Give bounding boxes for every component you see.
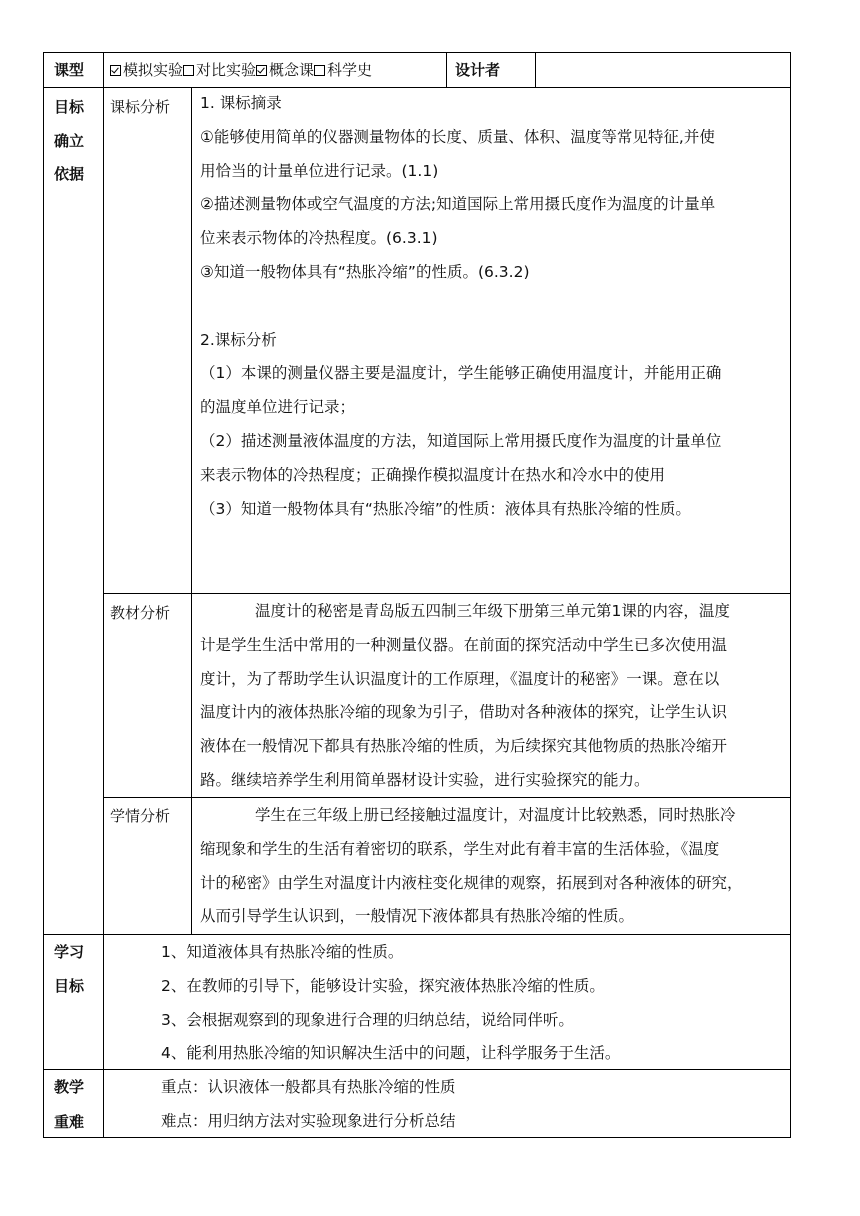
- textbook-analysis-content: [200, 595, 730, 798]
- rule-label-col: [103, 52, 104, 1138]
- checkbox-empty-icon: [314, 65, 325, 76]
- keypoints-label-1: 教学: [54, 1078, 85, 1096]
- keypoints-list: [161, 1071, 456, 1139]
- text-line: 温度计的秘密是青岛版五四制三年级下册第三单元第1课的内容，温度: [255, 602, 730, 620]
- text-line: 计是学生生活中常用的一种测量仪器。在前面的探究活动中学生已多次使用温: [200, 635, 728, 654]
- text-line: [200, 290, 721, 324]
- rule-standard-bottom: [103, 593, 790, 594]
- objective-item: 2、在教师的引导下，能够设计实验，探究液体热胀冷缩的性质。: [161, 976, 605, 995]
- key-point-item: 重点：认识液体一般都具有热胀冷缩的性质: [161, 1078, 456, 1096]
- rule-header-designer: [535, 52, 536, 88]
- text-line: 来表示物体的冷热程度；正确操作模拟温度计在热水和冷水中的使用: [200, 465, 666, 484]
- option-concept[interactable]: [256, 61, 314, 79]
- text-line: 计的秘密》由学生对温度计内液柱变化规律的观察，拓展到对各种液体的研究，: [200, 873, 743, 892]
- standard-analysis-label: 课标分析: [110, 98, 171, 116]
- basis-label-1: 目标: [54, 98, 85, 116]
- checkbox-empty-icon: [183, 65, 194, 76]
- option-label: 概念课: [269, 61, 315, 79]
- difficulty-item: 难点：用归纳方法对实验现象进行分析总结: [161, 1111, 456, 1130]
- checkbox-checked-icon: [110, 65, 121, 76]
- rule-top: [43, 52, 790, 53]
- basis-label-2: 确立: [54, 132, 85, 150]
- text-line: 1. 课标摘录: [200, 94, 282, 112]
- text-line: 2.课标分析: [200, 330, 277, 349]
- designer-label: 设计者: [455, 61, 501, 79]
- text-line: （1）本课的测量仪器主要是温度计，学生能够正确使用温度计，并能用正确: [200, 364, 722, 383]
- rule-header-mid: [446, 52, 447, 88]
- text-line: 从而引导学生认识到，一般情况下液体都具有热胀冷缩的性质。: [200, 907, 635, 926]
- text-line: ③知道一般物体具有“热胀冷缩”的性质。(6.3.2): [200, 262, 530, 281]
- text-line: 学生在三年级上册已经接触过温度计，对温度计比较熟悉，同时热胀冷: [255, 806, 736, 824]
- rule-right: [790, 52, 791, 1138]
- objectives-label-1: 学习: [54, 943, 85, 961]
- keypoints-label-2: 重难: [54, 1113, 85, 1131]
- text-line: 的温度单位进行记录；: [200, 398, 356, 417]
- text-line: ①能够使用简单的仪器测量物体的长度、质量、体积、温度等常见特征,并使: [200, 127, 715, 146]
- option-label: 对比实验: [196, 61, 257, 79]
- student-analysis-label: 学情分析: [110, 807, 171, 825]
- text-line: 位来表示物体的冷热程度。(6.3.1): [200, 229, 438, 248]
- basis-label-3: 依据: [54, 165, 85, 183]
- objectives-label-2: 目标: [54, 977, 85, 995]
- option-label: 模拟实验: [123, 61, 184, 79]
- text-line: 用恰当的计量单位进行记录。(1.1): [200, 161, 439, 180]
- option-history[interactable]: [314, 61, 372, 79]
- objectives-list: [161, 936, 620, 1071]
- text-line: 路。继续培养学生利用简单器材设计实验，进行实验探究的能力。: [200, 770, 650, 789]
- checkbox-checked-icon: [256, 65, 267, 76]
- rule-sublabel-col: [191, 87, 192, 935]
- text-line: （3）知道一般物体具有“热胀冷缩”的性质：液体具有热胀冷缩的性质。: [200, 499, 691, 518]
- text-line: 缩现象和学生的生活有着密切的联系，学生对此有着丰富的生活体验，《温度: [200, 839, 720, 858]
- objective-item: 1、知道液体具有热胀冷缩的性质。: [161, 943, 404, 961]
- text-line: 度计，为了帮助学生认识温度计的工作原理，《温度计的秘密》一课。意在以: [200, 669, 720, 688]
- option-label: 科学史: [327, 61, 373, 79]
- option-comparison[interactable]: [183, 61, 256, 79]
- text-line: （2）描述测量液体温度的方法，知道国际上常用摄氏度作为温度的计量单位: [200, 431, 722, 450]
- course-type-options: [110, 60, 372, 80]
- text-line: 液体在一般情况下都具有热胀冷缩的性质，为后续探究其他物质的热胀冷缩开: [200, 737, 728, 756]
- standard-analysis-content: [200, 87, 721, 526]
- text-line: ②描述测量物体或空气温度的方法;知道国际上常用摄氏度作为温度的计量单: [200, 195, 716, 214]
- option-simulation[interactable]: [110, 61, 183, 79]
- course-type-label: 课型: [54, 61, 85, 79]
- student-analysis-content: [200, 799, 743, 934]
- textbook-analysis-label: 教材分析: [110, 604, 171, 622]
- objective-item: 4、能利用热胀冷缩的知识解决生活中的问题，让科学服务于生活。: [161, 1044, 621, 1063]
- text-line: 温度计内的液体热胀冷缩的现象为引子，借助对各种液体的探究，让学生认识: [200, 703, 728, 722]
- rule-left: [43, 52, 44, 1138]
- objective-item: 3、会根据观察到的现象进行合理的归纳总结，说给同伴听。: [161, 1010, 574, 1029]
